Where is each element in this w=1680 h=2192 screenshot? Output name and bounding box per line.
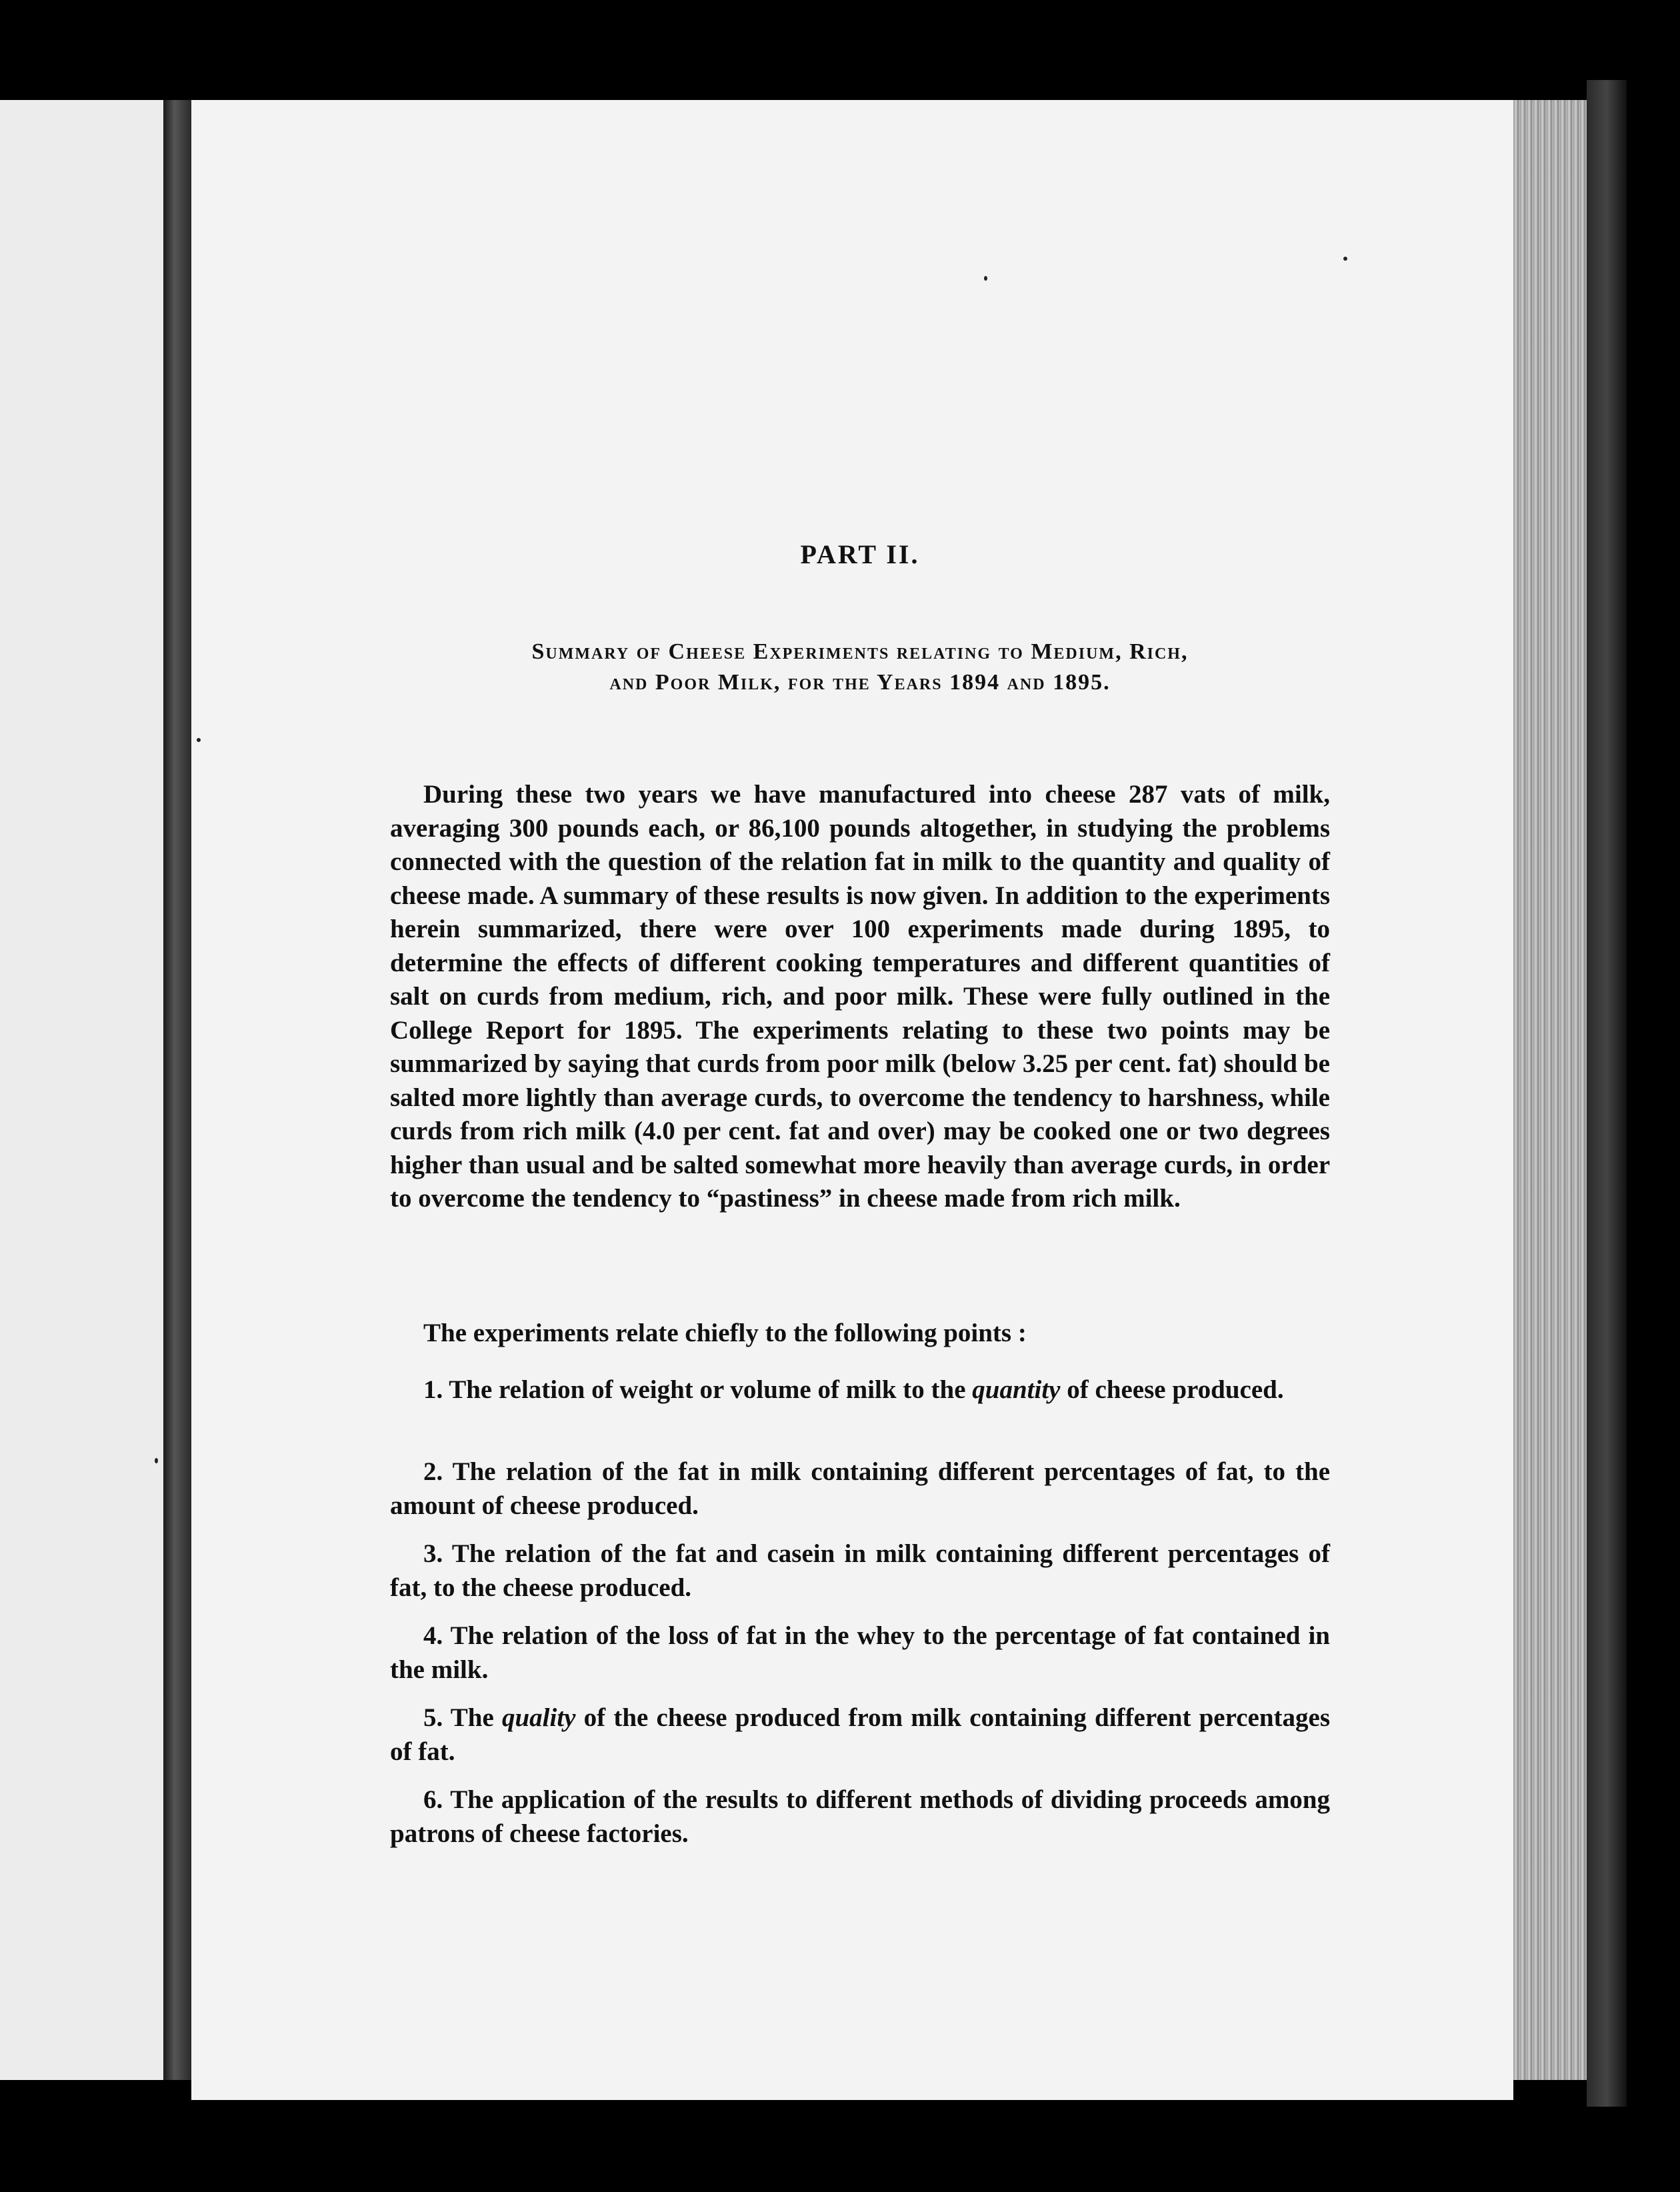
lead-sentence: The experiments relate chiefly to the following points :: [423, 1319, 1027, 1347]
book-gutter: [163, 100, 191, 2080]
section-heading-line-1: Summary of Cheese Experiments relating to Medium, Rich,: [531, 639, 1189, 664]
page-speck: [1343, 257, 1347, 261]
book-binding: [1587, 80, 1627, 2107]
point-item-1: [390, 1373, 1330, 1407]
facing-page: [0, 100, 165, 2080]
section-heading-line-2: and Poor Milk, for the Years 1894 and 1895.: [609, 670, 1111, 695]
intro-paragraph: During these two years we have manufactured into cheese 287 vats of milk, averaging 300 pounds each, or 86,100 pounds altogether, in studying the problems connected with the question of the relation fat in milk to the quantity and quality of cheese made. A summary of these results is now given. In addition to the experiments herein summarized, there were over 100 experiments made during 1895, to determine the effects of different cooking temperatures and different quantities of salt on curds from medium, rich, and poor milk. These were fully outlined in the College Report for 1895. The experiments relating to these two points may be summarized by saying that curds from poor milk (below 3.25 per cent. fat) should be salted more lightly than average curds, to overcome the tendency to harshness, while curds from rich milk (4.0 per cent. fat and over) may be cooked one or two degrees higher than usual and be salted somewhat more heavily than average curds, in order to overcome the tendency to “pastiness” in cheese made from rich milk.: [390, 780, 1330, 1213]
point-item-5: [390, 1701, 1330, 1769]
point-item-3: [390, 1537, 1330, 1605]
point-number: 4.: [423, 1621, 443, 1650]
point-emphasis: quantity: [972, 1375, 1061, 1404]
point-number: 5.: [423, 1703, 443, 1732]
point-number: 1.: [423, 1375, 443, 1404]
point-number: 3.: [423, 1539, 443, 1568]
point-text: The relation of the fat and casein in milk containing different percentages of fat, to the cheese produced.: [390, 1539, 1331, 1602]
page-speck: [197, 738, 201, 742]
point-item-4: [390, 1619, 1330, 1687]
point-text: The relation of the loss of fat in the whey to the percentage of fat contained in the milk.: [390, 1621, 1330, 1684]
point-item-2: [390, 1455, 1330, 1523]
point-text: The relation of weight or volume of milk to the: [449, 1375, 973, 1404]
point-text: The: [450, 1703, 502, 1732]
point-number: 2.: [423, 1457, 443, 1486]
point-item-6: [390, 1783, 1330, 1851]
point-text-after: of the cheese produced from milk containing different percentages of fat.: [390, 1703, 1331, 1766]
point-text: The relation of the fat in milk containing different percentages of fat, to the amount of cheese produced.: [390, 1457, 1330, 1520]
point-number: 6.: [423, 1785, 443, 1814]
page-speck: [984, 276, 987, 281]
part-title: PART II.: [800, 539, 920, 569]
point-text: The application of the results to different methods of dividing proceeds among patrons of cheese factories.: [390, 1785, 1331, 1848]
page-edges: [1513, 100, 1587, 2080]
page-speck: [155, 1458, 158, 1463]
point-emphasis: quality: [501, 1703, 576, 1732]
section-heading: [390, 637, 1330, 698]
point-text-after: of cheese produced.: [1060, 1375, 1284, 1404]
